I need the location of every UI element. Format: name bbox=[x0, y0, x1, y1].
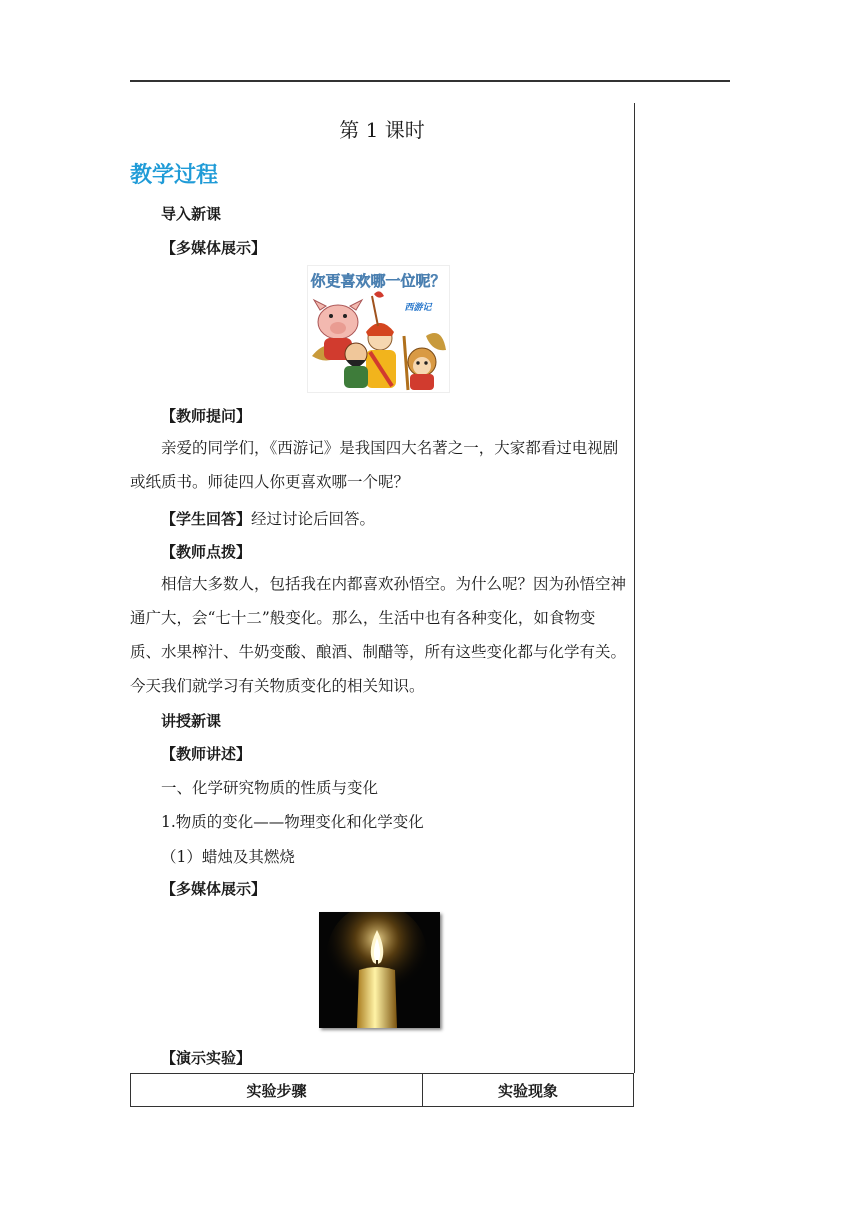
intro-heading: 导入新课 bbox=[161, 205, 222, 223]
student-answer bbox=[161, 507, 375, 529]
media-label-1: 【多媒体展示】 bbox=[161, 239, 267, 257]
paragraph-2: 相信大多数人，包括我在内都喜欢孙悟空。为什么呢？因为孙悟空神通广大，会“七十二”般变化。那么，生活中也有各种变化，如食物变质、水果榨汁、牛奶变酸、酿酒、制醋等，所有这些变化都与化学有关。今天我们就学习有关物质变化的相关知识。 bbox=[130, 575, 627, 695]
teacher-hint-label: 【教师点拨】 bbox=[161, 543, 252, 561]
right-border-rule bbox=[634, 103, 635, 1073]
paragraph-1: 亲爱的同学们，《西游记》是我国四大名著之一，大家都看过电视剧或纸质书。师徒四人你更喜欢哪一个呢？ bbox=[130, 439, 619, 491]
point-3: （1）蜡烛及其燃烧 bbox=[161, 848, 295, 866]
media-label-2: 【多媒体展示】 bbox=[161, 880, 267, 898]
teacher-question-label: 【教师提问】 bbox=[161, 407, 252, 425]
teacher-narration-label: 【教师讲述】 bbox=[161, 745, 252, 763]
table-header-phenomena: 实验现象 bbox=[497, 1081, 558, 1100]
image-logo: 西游记 bbox=[404, 303, 432, 313]
student-answer-text: 经过讨论后回答。 bbox=[251, 510, 376, 528]
section-title: 教学过程 bbox=[130, 163, 219, 188]
table-header-steps: 实验步骤 bbox=[131, 1074, 423, 1106]
new-lesson-heading: 讲授新课 bbox=[161, 712, 222, 730]
experiment-table bbox=[130, 1073, 634, 1107]
candle-image bbox=[319, 912, 440, 1028]
image-caption: 你更喜欢哪一位呢？ bbox=[310, 272, 446, 290]
journey-to-the-west-image bbox=[307, 265, 450, 393]
student-answer-label: 【学生回答】 bbox=[161, 510, 252, 528]
demo-experiment-label: 【演示实验】 bbox=[161, 1049, 252, 1067]
point-1: 一、化学研究物质的性质与变化 bbox=[161, 779, 379, 797]
page-title: 第 1 课时 bbox=[339, 118, 425, 142]
top-rule bbox=[130, 80, 730, 82]
point-2: 1.物质的变化——物理变化和化学变化 bbox=[161, 813, 424, 831]
